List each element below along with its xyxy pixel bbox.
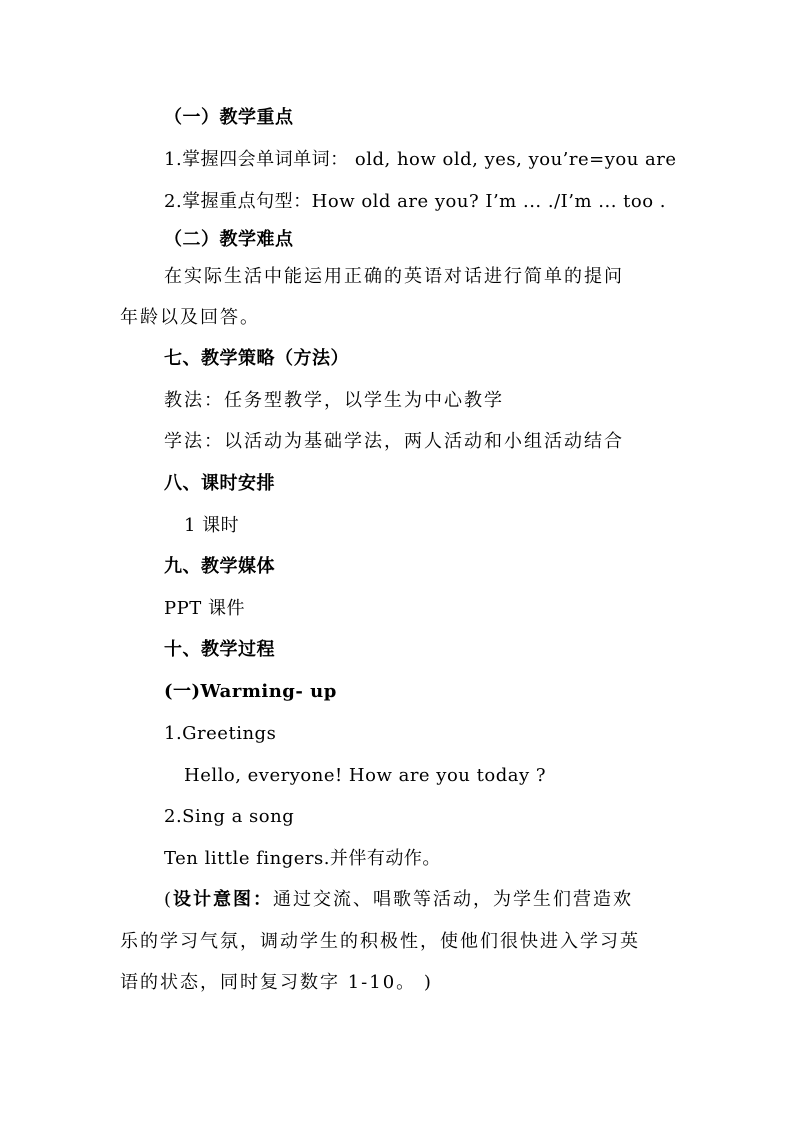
- text-line: Ten little fingers.并伴有动作。: [164, 848, 441, 869]
- text-line: Hello, everyone! How are you today ?: [184, 765, 546, 786]
- text-line: 教法：任务型教学，以学生为中心教学: [164, 390, 504, 411]
- text-line: 2.Sing a song: [164, 806, 295, 827]
- text-line: 1.掌握四会单词单词： old, how old, yes, you’re=you are: [164, 149, 677, 170]
- text-line: PPT 课件: [164, 598, 245, 619]
- section-heading-schedule: 八、课时安排: [164, 473, 275, 494]
- design-intent-line: [164, 888, 633, 912]
- text-line: 学法：以活动为基础学法，两人活动和小组活动结合: [164, 431, 624, 452]
- text-line: 乐的学习气氛，调动学生的积极性，使他们很快进入学习英: [120, 931, 640, 952]
- text-line: 1.Greetings: [164, 723, 277, 744]
- design-intent-text: 通过交流、唱歌等活动，为学生们营造欢: [273, 889, 634, 910]
- design-intent-label: 设计意图：: [173, 889, 274, 910]
- section-heading-strategy: 七、教学策略（方法）: [164, 348, 349, 369]
- open-paren: (: [164, 889, 174, 910]
- section-heading-media: 九、教学媒体: [164, 556, 275, 577]
- section-heading-difficulties: （二）教学难点: [164, 229, 294, 250]
- section-heading-key-points: （一）教学重点: [164, 107, 294, 128]
- text-line: 1 课时: [184, 515, 240, 536]
- subsection-heading-warmup: (一)Warming- up: [164, 681, 337, 702]
- text-line: 在实际生活中能运用正确的英语对话进行简单的提问: [164, 266, 624, 287]
- text-line: 年龄以及回答。: [120, 307, 260, 328]
- section-heading-process: 十、教学过程: [164, 639, 275, 660]
- text-line: 语的状态，同时复习数字 1-10。 ): [120, 972, 433, 993]
- text-line: 2.掌握重点句型：How old are you? I’m ... ./I’m ... too .: [164, 191, 667, 212]
